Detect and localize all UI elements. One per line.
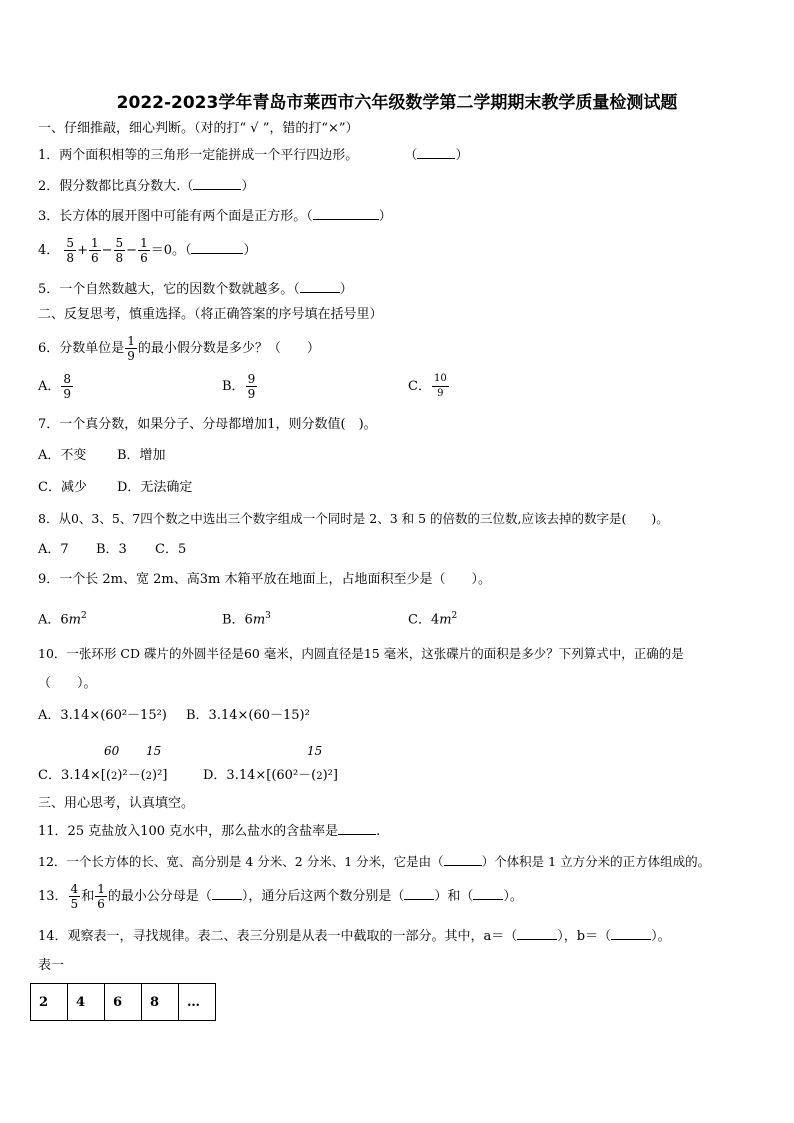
q10-option-b[interactable]: B．3.14×(60－15)² (186, 708, 310, 723)
q5-answer-blank[interactable] (300, 280, 340, 293)
q2-answer-blank[interactable] (193, 177, 241, 190)
table-1 (30, 983, 216, 1021)
q1-open: （ (404, 148, 418, 163)
q7-option-b[interactable]: B．增加 (117, 448, 166, 463)
question-13: 13． $\frac{4}{5}$ 和 $\frac{1}{6}$ 的最小公分母是（ ），通分后这两个数分别是（ ）和（ ）。 (38, 882, 523, 911)
q3-close: ） (378, 209, 392, 224)
q12-tail: ）个体积是 1 立方分米的正方体组成的。 (481, 854, 711, 869)
q2-text: 2．假分数都比真分数大.（ (38, 179, 194, 194)
q6-option-c[interactable]: C． $\frac{10}{9}$ (408, 373, 447, 399)
q10-c-numerator-15: 15 (146, 744, 162, 758)
question-8: 8．从0、3、5、7四个数之中选出三个数字组成一个同时是 2、3 和 5 的倍数的三位数,应该去掉的数字是( )。 (38, 511, 669, 526)
q10-option-c[interactable]: C．3.14×[(2)²－(2)²] (38, 768, 168, 783)
table-cell: 8 (142, 984, 179, 1021)
q1-answer-blank[interactable] (417, 146, 455, 159)
question-6 (38, 334, 320, 363)
q7-option-c[interactable]: C．减少 (38, 480, 87, 495)
q4-fraction-1: $\frac{5}{8}$ (66, 236, 75, 265)
page-title: 2022-2023学年青岛市莱西市六年级数学第二学期期末教学质量检测试题 (116, 93, 678, 113)
q14-text: 14．观察表一，寻找规律。表二、表三分别是从表一中截取的一部分。其中，a＝（ (38, 929, 518, 944)
q13-blank-1[interactable] (212, 887, 242, 900)
q6-post: 的最小假分数是多少？（ ） (137, 341, 320, 356)
table-1-label: 表一 (38, 958, 65, 973)
section-3-heading: 三、用心思考，认真填空。 (38, 796, 195, 811)
q6-pre: 6．分数单位是 (38, 341, 125, 356)
q13-fraction-2: $\frac{1}{6}$ (97, 882, 105, 911)
q13-blank-3[interactable] (473, 887, 503, 900)
q7-option-a[interactable]: A．不变 (38, 448, 87, 463)
question-1 (38, 146, 468, 165)
q14-blank-a[interactable] (517, 927, 557, 940)
question-12 (38, 853, 710, 871)
q13-fraction-1: $\frac{4}{5}$ (70, 882, 79, 911)
q4-fraction-2: $\frac{1}{6}$ (90, 236, 99, 265)
section-2-heading: 二、反复思考，慎重选择。（将正确答案的序号填在括号里） (38, 307, 383, 322)
q12-text: 12．一个长方体的长、宽、高分别是 4 分米、2 分米、1 分米，它是由（ (38, 854, 444, 869)
table-row (31, 984, 216, 1021)
question-4 (38, 236, 257, 265)
q10-d-numerator-15: 15 (307, 744, 323, 758)
q5-text: 5．一个自然数越大，它的因数个数就越多。（ (38, 282, 300, 297)
q6-fraction: $\frac{1}{9}$ (127, 334, 135, 363)
q9-option-b[interactable]: B．$6m^3$ (222, 611, 271, 628)
q10-c-numerator-60: 60 (104, 744, 120, 758)
question-10-line-2: （ ）。 (38, 676, 97, 691)
q10-option-a[interactable]: A．3.14×(60²－15²) (38, 708, 167, 723)
q7-option-d[interactable]: D．无法确定 (117, 480, 193, 495)
q4-answer-blank[interactable] (191, 241, 243, 254)
q1-text: 1．两个面积相等的三角形一定能拼成一个平行四边形。 (38, 148, 359, 163)
q13-blank-2[interactable] (404, 887, 434, 900)
q3-text: 3．长方体的展开图中可能有两个面是正方形。（ (38, 209, 313, 224)
table-cell: 4 (68, 984, 105, 1021)
q4-tail: ＝0。（ (150, 243, 192, 258)
q2-close: ） (241, 179, 255, 194)
q11-tail: . (376, 824, 381, 839)
q14-mid: ），b＝（ (557, 929, 612, 944)
q11-answer-blank[interactable] (338, 822, 376, 835)
question-10-line-1: 10．一张环形 CD 碟片的外圆半径是60 毫米，内圆直径是15 毫米，这张碟片的面积是多少？下列算式中，正确的是 (38, 646, 684, 661)
q14-blank-b[interactable] (611, 927, 651, 940)
q6-option-a[interactable]: A． $\frac{8}{9}$ (38, 372, 72, 401)
q5-close: ） (339, 282, 353, 297)
q9-option-a[interactable]: A．$6m^2$ (38, 611, 87, 628)
q4-op3: − (126, 243, 138, 258)
question-3 (38, 207, 392, 226)
q11-text: 11．25 克盐放入100 克水中，那么盐水的含盐率是 (38, 824, 339, 839)
q4-close: ） (243, 243, 257, 258)
question-2 (38, 177, 254, 196)
table-cell: … (179, 984, 216, 1021)
q4-fraction-4: $\frac{1}{6}$ (140, 236, 148, 265)
question-14 (38, 927, 671, 946)
q4-op1: + (77, 243, 88, 258)
q4-num: 4． (38, 243, 60, 258)
table-cell: 6 (105, 984, 142, 1021)
table-cell: 2 (31, 984, 68, 1021)
q6-option-b[interactable]: B． $\frac{9}{9}$ (222, 372, 256, 401)
q8-option-c[interactable]: C．5 (155, 542, 187, 557)
q14-tail: ）。 (651, 929, 671, 944)
question-11 (38, 822, 380, 841)
question-5 (38, 280, 353, 299)
q8-option-b[interactable]: B．3 (96, 542, 127, 557)
q4-fraction-3: $\frac{5}{8}$ (115, 236, 124, 265)
section-1-heading: 一、仔细推敲，细心判断。（对的打“ √ ”，错的打“×”） (38, 121, 359, 136)
q4-op2: − (101, 243, 113, 258)
q8-option-a[interactable]: A．7 (38, 542, 69, 557)
question-7: 7．一个真分数，如果分子、分母都增加1，则分数值( )。 (38, 417, 377, 432)
q12-answer-blank[interactable] (444, 853, 482, 866)
q10-option-d[interactable]: D．3.14×[(60²－(2)²] (203, 768, 338, 783)
q9-option-c[interactable]: C．$4m^2$ (408, 611, 458, 628)
q3-answer-blank[interactable] (313, 207, 379, 220)
q1-close: ） (455, 148, 469, 163)
question-9: 9．一个长 2m、宽 2m、高3m 木箱平放在地面上，占地面积至少是（ ）。 (38, 572, 491, 587)
